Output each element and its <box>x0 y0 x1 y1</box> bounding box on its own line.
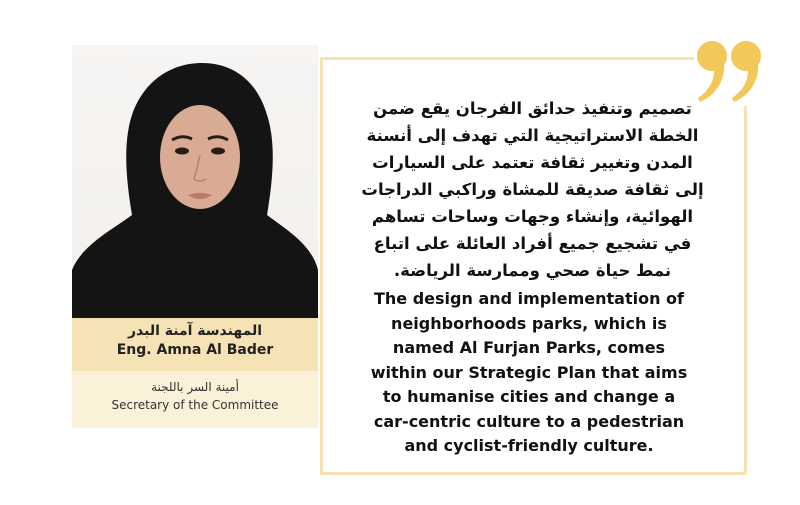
portrait-photo <box>72 45 318 318</box>
quote-en-line: car-centric culture to a pedestrian <box>373 411 685 431</box>
quote-en-line: to humanise cities and change a <box>382 387 676 406</box>
role-card <box>72 371 318 428</box>
quote-ar-line: إلى ثقافة صديقة للمشاة وراكبي الدراجات <box>361 180 704 199</box>
quote-en-line: and cyclist-friendly culture. <box>404 436 654 455</box>
quote-en-line: within our Strategic Plan that aims <box>370 362 688 382</box>
quote-ar-line: تصميم وتنفيذ حدائق الفرجان يقع ضمن <box>373 99 692 118</box>
quote-en-line: named Al Furjan Parks, comes <box>392 338 666 357</box>
name-arabic: المهندسة آمنة البدر <box>127 323 263 339</box>
quote-ar-line: الهوائية، وإنشاء وجهات وساحات تساهم <box>371 207 694 226</box>
quote-en-line: neighborhoods parks, which is <box>391 313 667 333</box>
role-english: Secretary of the Committee <box>111 398 279 412</box>
quote-english <box>340 287 718 459</box>
quote-ar-line: الخطة الاستراتيجية التي تهدف إلى أنسنة <box>366 126 699 145</box>
quote-en-line: The design and implementation of <box>373 289 684 308</box>
role-arabic: أمينة السر باللجنة <box>151 380 239 394</box>
portrait-illustration <box>72 45 318 318</box>
quote-ar-line: في تشجيع جميع أفراد العائلة على اتباع <box>373 234 692 253</box>
quote-ar-line: المدن وتغيير ثقافة تعتمد على السيارات <box>372 153 693 172</box>
name-card <box>72 318 318 371</box>
quote-ar-line: نمط حياة صحي وممارسة الرياضة. <box>393 261 672 280</box>
name-english: Eng. Amna Al Bader <box>116 342 274 358</box>
quote-arabic <box>355 95 710 284</box>
